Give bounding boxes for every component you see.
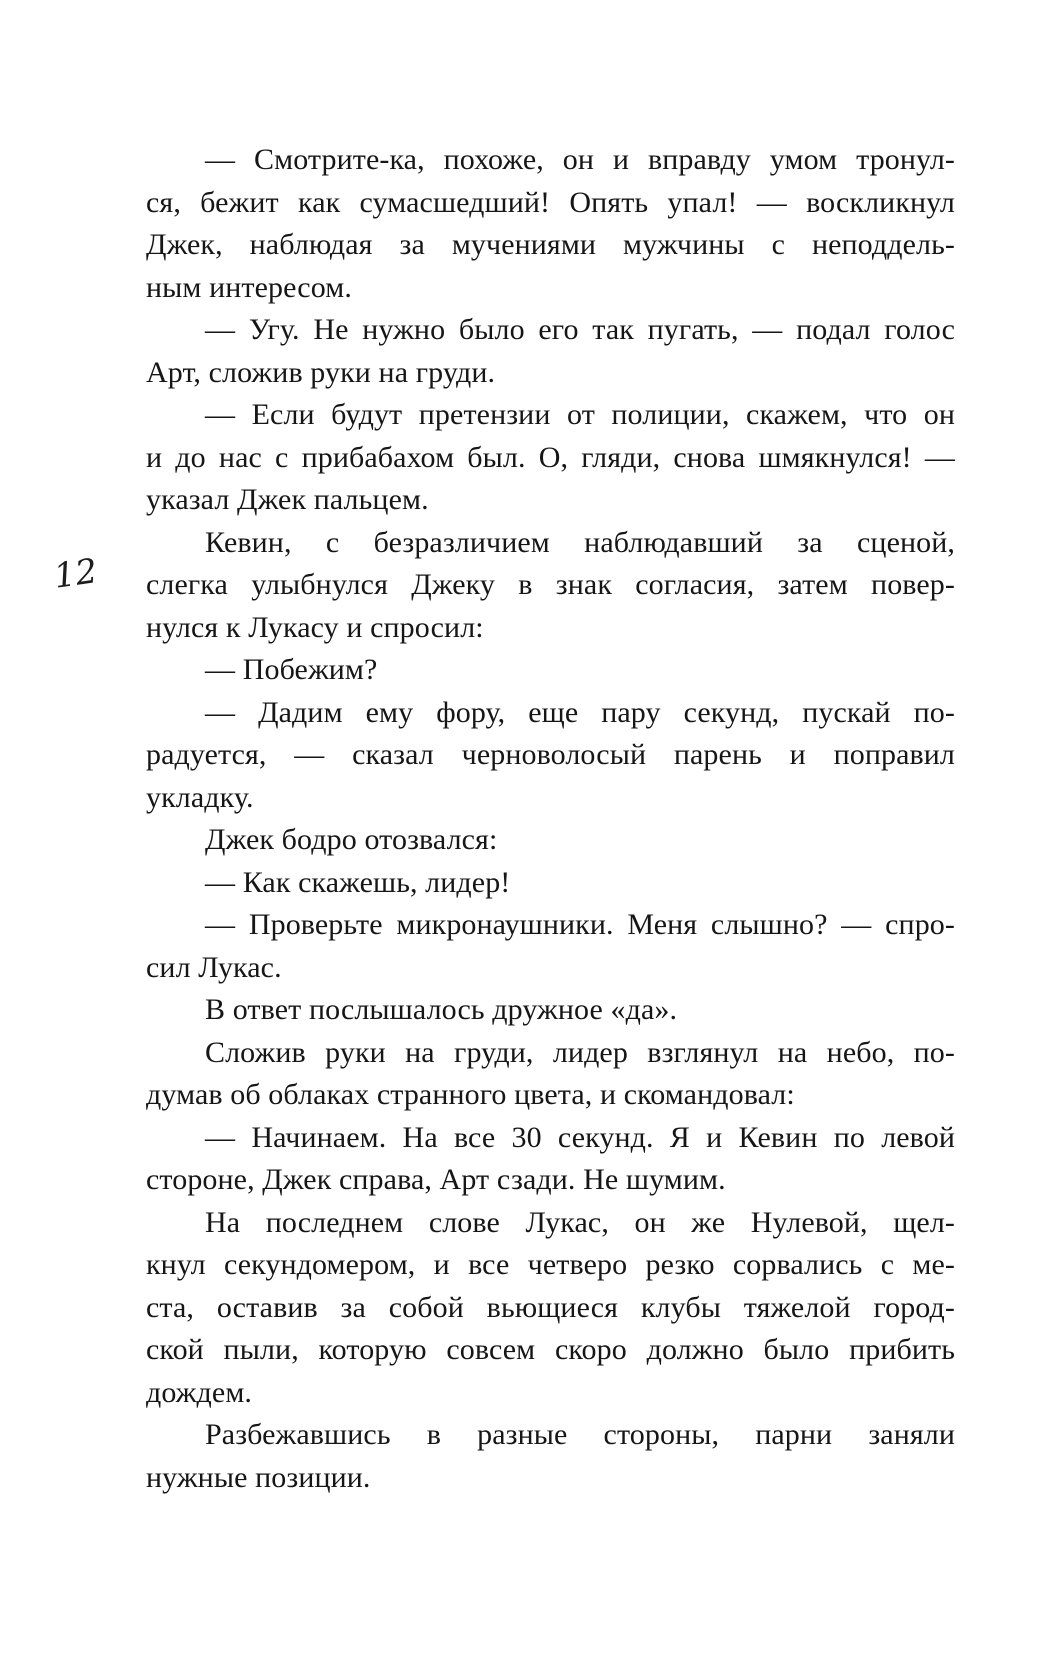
paragraph: [146, 904, 955, 989]
text-line: сил Лукас.: [146, 950, 282, 984]
text-line: — Как скажешь, лидер!: [205, 865, 511, 899]
paragraph: [146, 139, 955, 309]
text-line: Сложив руки на груди, лидер взглянул на небо, по-: [205, 1035, 955, 1069]
text-line: — Начинаем. На все 30 секунд. Я и Кевин по левой: [205, 1120, 955, 1154]
text-line: и до нас с прибабахом был. О, гляди, снова шмякнулся! —: [146, 440, 955, 474]
paragraph: [146, 309, 955, 394]
text-line: слегка улыбнулся Джеку в знак согласия, затем повер-: [146, 568, 955, 601]
paragraph: [146, 692, 955, 820]
text-line: нужные позиции.: [146, 1460, 371, 1494]
text-line: думав об облаках странного цвета, и скомандовал:: [146, 1078, 795, 1111]
text-line: В ответ послышалось дружное «да».: [205, 993, 678, 1026]
paragraph: [146, 862, 955, 905]
text-line: стороне, Джек справа, Арт сзади. Не шумим.: [146, 1163, 726, 1196]
text-line: укладку.: [146, 780, 254, 814]
paragraph: [146, 649, 955, 692]
text-line: — Дадим ему фору, еще пару секунд, пускай по-: [205, 695, 955, 729]
text-line: На последнем слове Лукас, он же Нулевой, щел-: [205, 1205, 955, 1239]
text-line: кнул секундомером, и все четверо резко сорвались с ме-: [146, 1248, 955, 1281]
text-line: указал Джек пальцем.: [146, 483, 429, 516]
text-line: ста, оставив за собой вьющиеся клубы тяжелой город-: [146, 1290, 955, 1324]
text-line: радуется, — сказал черноволосый парень и поправил: [146, 738, 955, 771]
text-line: Кевин, с безразличием наблюдавший за сценой,: [205, 525, 955, 559]
text-line: Джек, наблюдая за мучениями мужчины с неподдель-: [146, 228, 955, 261]
text-line: — Проверьте микронаушники. Меня слышно? — спро-: [205, 908, 955, 941]
paragraph: [146, 989, 955, 1032]
text-line: Джек бодро отозвался:: [205, 823, 498, 856]
paragraph: [146, 1414, 955, 1499]
text-line: ным интересом.: [146, 270, 352, 304]
paragraph: [146, 1202, 955, 1415]
paragraph: [146, 819, 955, 862]
paragraph: [146, 1032, 955, 1117]
text-line: нулся к Лукасу и спросил:: [146, 610, 484, 644]
page-number: 12: [51, 551, 100, 597]
paragraph: [146, 1117, 955, 1202]
paragraph: [146, 394, 955, 522]
text-line: ской пыли, которую совсем скоро должно было прибить: [146, 1333, 955, 1366]
text-line: ся, бежит как сумасшедший! Опять упал! — воскликнул: [146, 185, 955, 219]
text-line: — Смотрите-ка, похоже, он и вправду умом тронул-: [205, 143, 955, 176]
text-line: дождем.: [146, 1375, 253, 1409]
body-text: [146, 139, 955, 1499]
text-line: Арт, сложив руки на груди.: [146, 355, 496, 389]
text-line: — Если будут претензии от полиции, скажем, что он: [205, 398, 955, 431]
text-line: — Побежим?: [205, 653, 378, 686]
text-line: Разбежавшись в разные стороны, парни заняли: [205, 1418, 955, 1451]
text-line: — Угу. Не нужно было его так пугать, — подал голос: [205, 313, 955, 346]
paragraph: [146, 522, 955, 650]
